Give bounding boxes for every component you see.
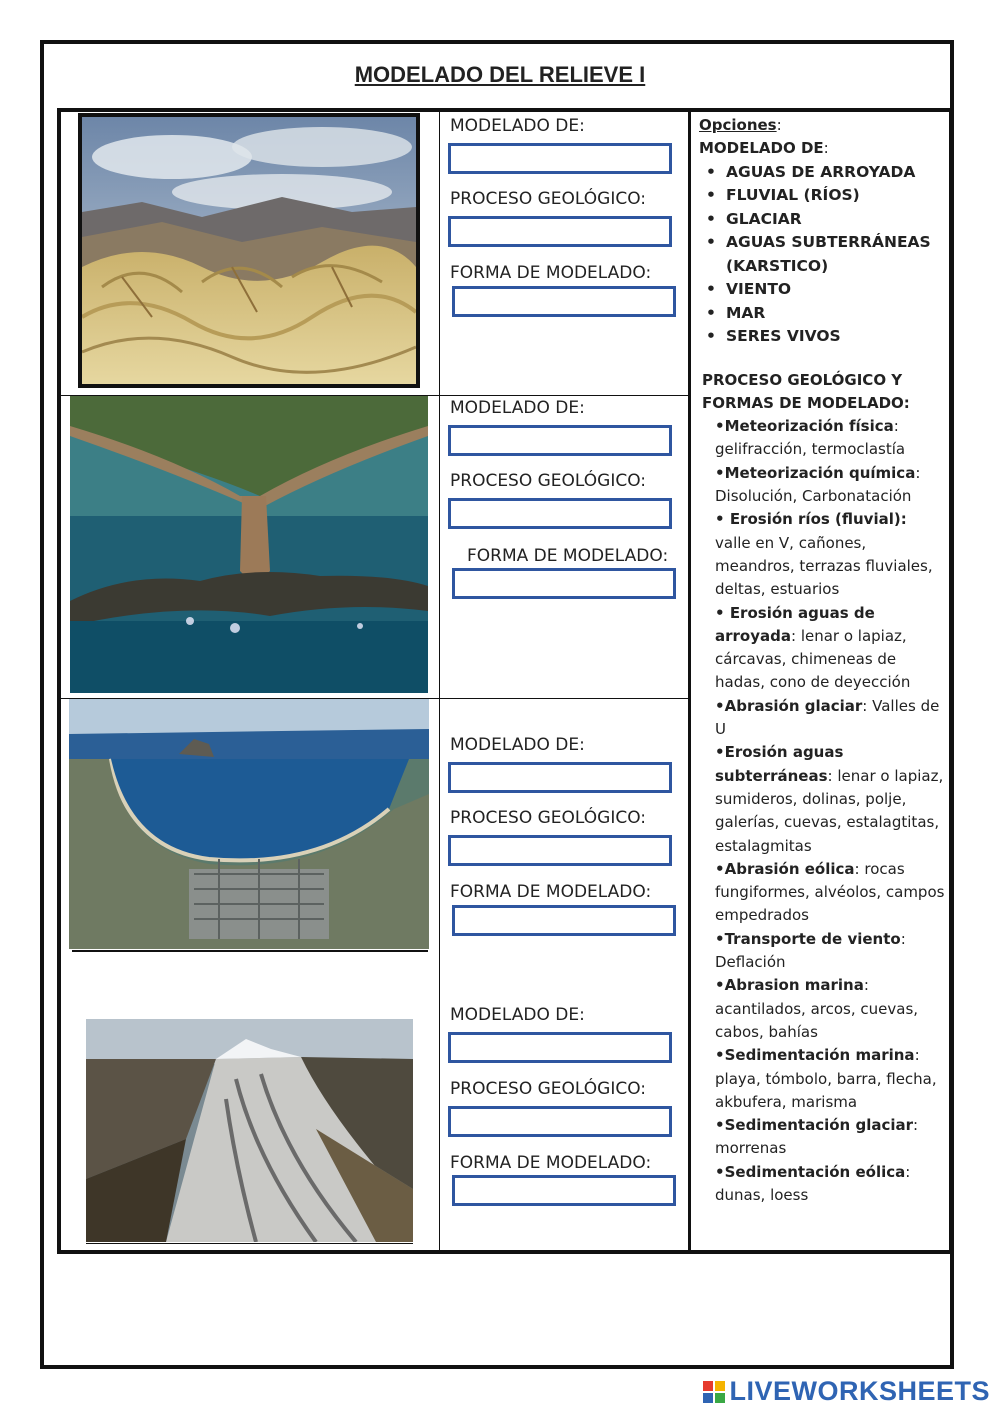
- modelado-input[interactable]: [448, 1032, 672, 1063]
- proceso-input[interactable]: [448, 216, 672, 247]
- proceso-sep: :: [893, 417, 899, 436]
- proceso-desc: dunas, loess: [715, 1185, 809, 1204]
- proceso-entry: [715, 974, 945, 1044]
- proceso-name: •Abrasión glaciar: [715, 696, 863, 715]
- modelado-label: MODELADO DE:: [450, 1005, 585, 1025]
- modelado-label: MODELADO DE:: [450, 398, 585, 418]
- proceso-name: •Meteorización física: [715, 417, 894, 436]
- proceso-entry: [715, 415, 945, 462]
- proceso-sep: :: [914, 1046, 920, 1065]
- proceso-entry: [715, 695, 945, 742]
- proceso-sep: :: [854, 859, 860, 878]
- forma-input[interactable]: [452, 905, 676, 936]
- proceso-desc: lenar o lapiaz, sumideros, dolinas, polje, galerías, cuevas, estalagtitas, estalagmitas: [715, 766, 944, 855]
- proceso-name: •Sedimentación glaciar: [715, 1116, 914, 1135]
- list-item: • SERES VIVOS: [699, 325, 945, 349]
- proceso-desc: gelifracción, termoclastía: [715, 440, 906, 459]
- glacier-photo: [86, 1019, 413, 1242]
- photo-underline: [86, 1243, 413, 1244]
- procesos-heading: PROCESO GEOLÓGICO Y FORMAS DE MODELADO:: [702, 370, 910, 412]
- proceso-desc: valle en V, cañones, meandros, terrazas fluviales, deltas, estuarios: [715, 533, 933, 599]
- proceso-desc: lenar o lapiaz, cárcavas, chimeneas de hadas, cono de deyección: [715, 626, 911, 692]
- column-divider-left: [439, 112, 440, 1250]
- proceso-name: • Erosión aguas de arroyada: [715, 603, 875, 645]
- modelado-input[interactable]: [448, 143, 672, 174]
- proceso-entry: [715, 858, 945, 928]
- list-item: • AGUAS DE ARROYADA: [699, 161, 945, 185]
- proceso-sep: :: [913, 1116, 919, 1135]
- proceso-name: •Sedimentación marina: [715, 1046, 915, 1065]
- proceso-sep: :: [790, 626, 797, 645]
- photo-underline: [72, 950, 428, 952]
- proceso-name: •Meteorización química: [715, 463, 916, 482]
- proceso-name: •Transporte de viento: [715, 929, 901, 948]
- logo-icon: [703, 1379, 725, 1401]
- forma-input[interactable]: [452, 286, 676, 317]
- list-item: • AGUAS SUBTERRÁNEAS (KARSTICO): [699, 231, 945, 278]
- proceso-desc: Disolución, Carbonatación: [715, 487, 912, 506]
- proceso-name: •Erosión aguas subterráneas: [715, 743, 844, 785]
- proceso-entry: [715, 741, 945, 857]
- proceso-entry: [715, 928, 945, 975]
- proceso-entry: [715, 462, 945, 509]
- proceso-sep: :: [862, 696, 868, 715]
- proceso-desc: Deflación: [715, 953, 786, 972]
- tombolo-photo: [70, 396, 428, 693]
- forma-label: FORMA DE MODELADO:: [450, 1153, 652, 1173]
- proceso-sep: :: [915, 463, 921, 482]
- proceso-input[interactable]: [448, 498, 672, 529]
- proceso-label: PROCESO GEOLÓGICO:: [450, 808, 647, 828]
- proceso-sep: :: [905, 1162, 911, 1181]
- proceso-entry: [715, 1161, 945, 1208]
- proceso-desc: Valles de U: [715, 696, 940, 739]
- modelado-heading: MODELADO DE:: [699, 139, 829, 158]
- proceso-name: • Erosión ríos (fluvial):: [715, 510, 907, 529]
- proceso-label: PROCESO GEOLÓGICO:: [450, 1079, 647, 1099]
- bay-photo: [69, 699, 429, 949]
- forma-label: FORMA DE MODELADO:: [467, 546, 669, 566]
- page-title: MODELADO DEL RELIEVE I: [354, 62, 646, 87]
- proceso-sep: :: [900, 929, 906, 948]
- list-item: • GLACIAR: [699, 208, 945, 232]
- proceso-input[interactable]: [448, 835, 672, 866]
- forma-label: FORMA DE MODELADO:: [450, 882, 652, 902]
- proceso-entry: [715, 1044, 945, 1114]
- modelado-list: [699, 161, 945, 349]
- options-heading: Opciones:: [699, 116, 782, 134]
- proceso-entry: [715, 1114, 945, 1161]
- forma-label: FORMA DE MODELADO:: [450, 263, 652, 283]
- list-item: • MAR: [699, 302, 945, 326]
- forma-input[interactable]: [452, 1175, 676, 1206]
- proceso-name: •Abrasión eólica: [715, 859, 855, 878]
- proceso-label: PROCESO GEOLÓGICO:: [450, 189, 647, 209]
- proceso-entry: [715, 602, 945, 695]
- modelado-label: MODELADO DE:: [450, 116, 585, 136]
- proceso-desc: playa, tómbolo, barra, flecha, akbufera, marisma: [715, 1069, 937, 1111]
- proceso-input[interactable]: [448, 1106, 672, 1137]
- options-panel: [699, 114, 945, 1207]
- proceso-desc: acantilados, arcos, cuevas, cabos, bahías: [715, 999, 919, 1041]
- proceso-entry: [715, 508, 945, 601]
- proceso-desc: rocas fungiformes, alvéolos, campos empedrados: [715, 859, 945, 925]
- proceso-sep: :: [863, 976, 869, 995]
- proceso-name: •Abrasion marina: [715, 976, 864, 995]
- modelado-input[interactable]: [448, 425, 672, 456]
- liveworksheets-logo: LIVEWORKSHEETS: [703, 1376, 990, 1407]
- proceso-label: PROCESO GEOLÓGICO:: [450, 471, 647, 491]
- proceso-sep: :: [827, 766, 833, 785]
- list-item: • FLUVIAL (RÍOS): [699, 184, 945, 208]
- column-divider-right: [688, 112, 691, 1250]
- forma-input[interactable]: [452, 568, 676, 599]
- proceso-name: •Sedimentación eólica: [715, 1162, 906, 1181]
- modelado-label: MODELADO DE:: [450, 735, 585, 755]
- modelado-input[interactable]: [448, 762, 672, 793]
- list-item: • VIENTO: [699, 278, 945, 302]
- badlands-photo: [78, 113, 420, 388]
- proceso-desc: morrenas: [715, 1139, 787, 1158]
- procesos-list: [699, 415, 945, 1207]
